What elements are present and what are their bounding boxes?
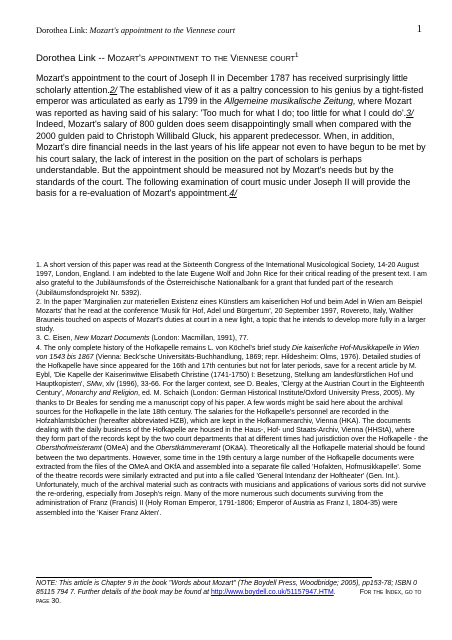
note-text: NOTE: This article is Chapter 9 in the book "Words about Mozart" (The Boydell Press, Woodbridge; 2005), pp153-78; ISBN 0 85115 794 7. Further details of the book may be found at	[36, 580, 417, 596]
article-title	[36, 52, 426, 64]
opening-paragraph	[36, 73, 426, 200]
journal-title: Allgemeine musikalische Zeitung,	[224, 96, 356, 106]
journal-abbrev: SMw	[86, 381, 102, 389]
department-name: Obersthofmeisteramt	[36, 445, 102, 453]
note-text: , ed. M. Schaich (London: German Historical Institute/Oxford University Press, 2005). My thanks to Dr Beales for sending me a manuscript copy of his paper. A few words might be said here about the archival sources for the Hofkapelle in the late 18th century. The salaries for the Hofkapelle's personnel are recorded in the Hofzahlamtsbücher (hereafter abbreviated HZB), which are kept in the Hofkammerarchiv, Vienna (HKA). The documents dealing with the daily business of the Hofkapelle are housed in the Haus-, Hof- und Staats-Archiv, Vienna (HHStA), where they form part of the records kept by the two court departments that at different times had jurisdiction over the Hofkapelle - the	[36, 390, 428, 444]
footnote-ref-4[interactable]: 4/	[229, 188, 237, 198]
title-text: Mozart's appointment to the Viennese court	[107, 53, 295, 65]
book-link[interactable]: http://www.boydell.co.uk/51157947.HTM	[210, 589, 334, 596]
note-text: 4. The only complete history of the Hofkapelle remains L. von Köchel's brief study	[36, 344, 292, 352]
footnote-ref-3[interactable]: 3/	[406, 107, 414, 118]
header-author: Dorothea Link:	[36, 26, 90, 35]
note-text: .	[333, 589, 336, 596]
page-number: 1	[416, 24, 422, 35]
note-text: , xlv (1996), 33-66. For the larger context, see D. Beales, 'Clergy at the Austrian Court in the Eighteenth Century',	[36, 381, 425, 398]
title-footnote-mark: 1	[294, 52, 299, 59]
footnote-3	[36, 334, 428, 343]
footnote-4	[36, 344, 428, 518]
para-text: Indeed, Mozart's salary of 800 gulden does seem disappointingly small when compared with the 2000 gulden paid to Christoph Willibald Gluck, his apparent predecessor. When, in addition, Mozart's dire financial needs in the last years of his life appear not even to have begun to be met by his court salary, the lack of interest in the position on the part of scholars is perhaps understandable. But the appointment should be measured not by Mozart's needs but by the standards of the court. The following examination of court music under Joseph II will provide the basis for a re-evaluation of Mozart's appointment.	[36, 119, 426, 198]
footnote-1: 1. A short version of this paper was read at the Sixteenth Congress of the International Musicological Society, 14-20 August 1997, London, England. I am indebted to the late Eugene Wolf and John Rice for their critical reading of the present text. I am also grateful to the Jubiläumsfonds of the Österreichische Nationalbank for a grant that funded part of the research (Jubiläumsfondsprojekt Nr. 5392).	[36, 262, 427, 297]
para-text: Mozart's appointment to the court of Joseph II in December 1787 has received surprisingly little scholarly attention.	[36, 73, 408, 95]
note-text: (OMeA) and the	[101, 445, 156, 453]
note-text: (OKäA). Theoretically all the Hofkapelle material should be found between the two departments. However, some time in the 19th century a large number of the Hofkapelle documents were extracted from the files of the OMeA and OKfA and assembled into a separate file called 'Hofakten, Hofmusikkapelle'. Some of the theatre records were similarly extracted and put into a file called 'General Intendanz der Hoftheater' (Gen. Int.). Unfortunately, much of the archival material such as contracts with musicians and applications of various sorts did not survive the re-ordering, especially from Joseph's reign. Many of the more numerous such documents surviving from the administration of Franz (Francis) II (Holy Roman Emperor, 1791-1806; Emperor of Austria as Franz I, 1804-35) were assembled into the 'Kaiser Franz Akten'.	[36, 445, 426, 517]
footnote-2: 2. In the paper 'Marginalien zur materiellen Existenz eines Künstlers am kaiserlichen Hof und beim Adel in Wien am Beispiel Mozarts' that he read at the conference 'Musik für Hof, Adel und Bürgertum', 20 September 1997, Rovereto, Italy, Walther Brauneis touched on aspects of Mozart's duties at court in a new light, a topic that he intends to develop more fully in a larger study.	[36, 298, 426, 334]
book-note	[36, 579, 428, 606]
para-text: where Mozart was reported as having said of his salary: 'Too much for what I do; too little for what I could do'.	[36, 96, 412, 118]
department-name: Oberstkämmereramt	[155, 445, 221, 453]
footnotes	[36, 261, 428, 518]
footnote-ref-2[interactable]: 2/	[109, 84, 118, 95]
note-text: (London: Macmillan, 1991), 77.	[149, 335, 249, 343]
note-text: (Vienna: Beck'sche Universitäts-Buchhandlung, 1869; repr. Hildesheim: Olms, 1976). Detailed studies of the Hofkapelle have since appeared for the 16th and 17th centuries but not for later periods, save for a recent article by M. Eybl, 'Die Kapelle der Kaiserinwitwe Elisabeth Christine (1741-1750) I: Besetzung, Stellung am landesfürstlichen Hof und Hauptkopisten',	[36, 353, 421, 389]
book-title: New Mozart Documents	[74, 335, 150, 343]
note-text: 3. C. Eisen,	[36, 335, 75, 343]
footer-rule	[36, 577, 372, 578]
book-title: Die kaiserliche Hof-Musikkapelle in Wien von 1543 bis 1867	[36, 344, 420, 361]
book-title: Monarchy and Religion	[65, 390, 139, 398]
header-title: Mozart's appointment to the Viennese court	[89, 26, 236, 35]
para-text: The established view of it as a paltry concession to his genius by a tight-fisted emperor was articulated as early as 1799 in the	[36, 84, 424, 106]
title-author: Dorothea Link --	[36, 53, 108, 65]
running-header	[36, 26, 235, 35]
index-link[interactable]: For the Index, go to page 30.	[36, 589, 422, 605]
